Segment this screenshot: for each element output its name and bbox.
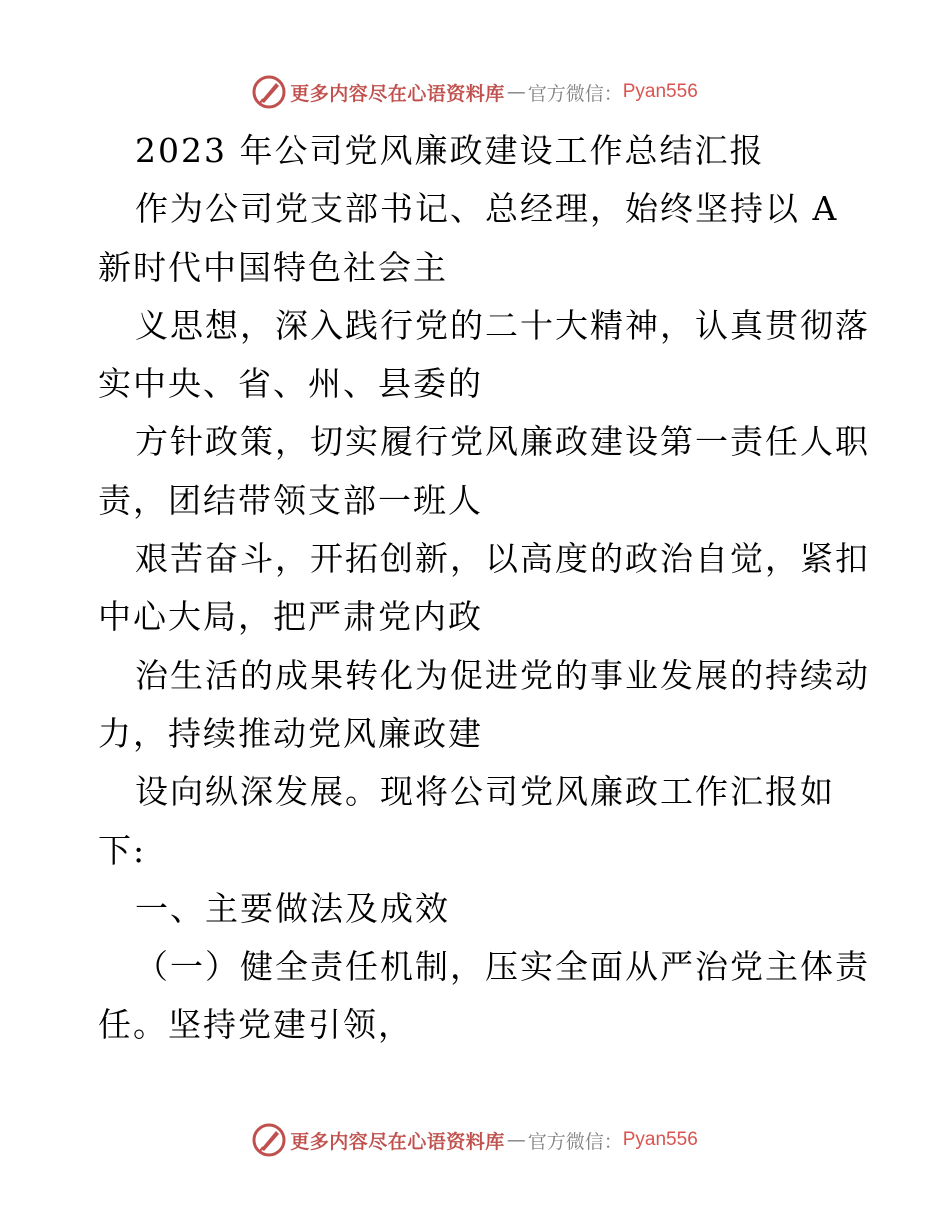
- quill-pen-circle-icon: [252, 1123, 286, 1157]
- text-line: 治生活的成果转化为促进党的事业发展的持续动: [135, 655, 870, 695]
- text-line: 设向纵深发展。现将公司党风廉政工作汇报如: [135, 772, 835, 812]
- text-line: 中心大局，把严肃党内政: [98, 597, 483, 637]
- text-line: 方针政策，切实履行党风廉政建设第一责任人职: [135, 422, 870, 462]
- document-title: 2023 年公司党风廉政建设工作总结汇报: [135, 131, 765, 170]
- text-line: 义思想，深入践行党的二十大精神，认真贯彻落: [135, 305, 870, 345]
- document-body: [98, 122, 870, 1055]
- watermark-separator: —: [506, 1129, 526, 1151]
- text-line: 艰苦奋斗，开拓创新，以高度的政治自觉，紧扣: [135, 539, 870, 579]
- watermark-banner-bottom: [0, 1120, 950, 1160]
- quill-pen-circle-icon: [252, 75, 286, 109]
- text-line: 责，团结带领支部一班人: [98, 480, 483, 520]
- watermark-account-label: 官方微信：: [527, 1130, 623, 1153]
- section-heading: 一、主要做法及成效: [135, 888, 450, 928]
- watermark-separator: —: [506, 81, 526, 103]
- text-line: 实中央、省、州、县委的: [98, 364, 483, 404]
- watermark-main-text: 更多内容尽在心语资料库: [290, 1130, 505, 1153]
- text-line: 力，持续推动党风廉政建: [98, 713, 483, 753]
- text-line: 任。坚持党建引领，: [98, 1005, 413, 1045]
- watermark-account-label: 官方微信：: [527, 82, 623, 105]
- subsection-heading: （一）健全责任机制，压实全面从严治党主体责: [135, 947, 870, 987]
- watermark-main-text: 更多内容尽在心语资料库: [290, 82, 505, 105]
- watermark-account-id: Pyan556: [622, 1129, 698, 1150]
- text-line: 下:: [98, 830, 147, 870]
- text-line: 新时代中国特色社会主: [98, 247, 448, 287]
- text-line: 作为公司党支部书记、总经理，始终坚持以 A: [135, 189, 839, 229]
- watermark-account-id: Pyan556: [622, 81, 698, 102]
- watermark-banner-top: [0, 72, 950, 112]
